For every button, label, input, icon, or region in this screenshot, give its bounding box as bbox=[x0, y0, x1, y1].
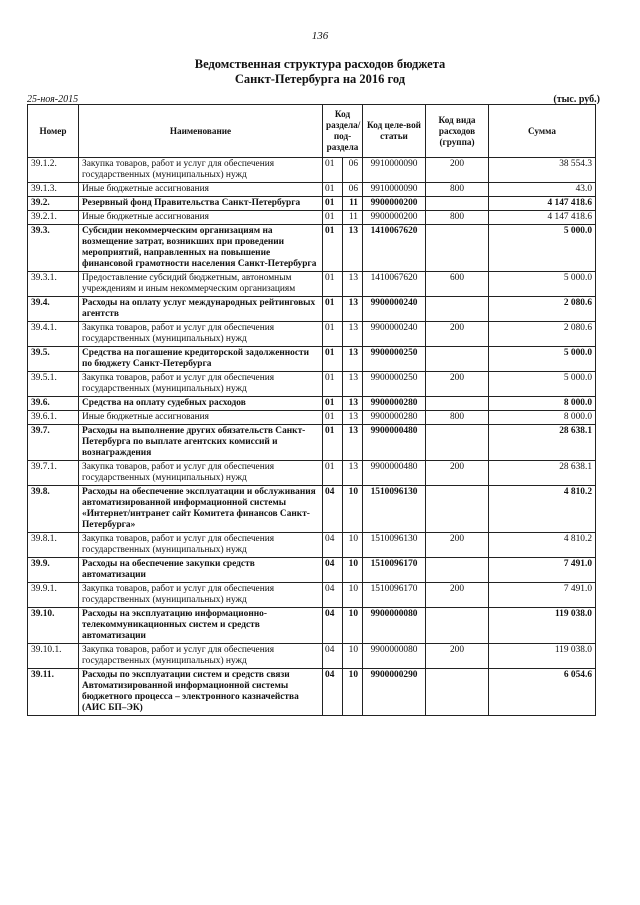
row-number-cell: 39.10. bbox=[28, 608, 79, 644]
title-line-2: Санкт-Петербурга на 2016 год bbox=[234, 72, 406, 86]
row-type-cell bbox=[426, 297, 489, 322]
row-number-cell: 39.1.3. bbox=[28, 183, 79, 197]
row-name-cell: Закупка товаров, работ и услуг для обеспечения государственных (муниципальных) нужд bbox=[79, 372, 323, 397]
budget-table bbox=[27, 104, 596, 716]
row-amount-cell: 119 038.0 bbox=[489, 644, 596, 669]
row-type-cell bbox=[426, 425, 489, 461]
row-number-cell: 39.9. bbox=[28, 558, 79, 583]
row-amount-cell: 5 000.0 bbox=[489, 372, 596, 397]
row-number-cell: 39.3.1. bbox=[28, 272, 79, 297]
row-target-cell: 1510096170 bbox=[363, 583, 426, 608]
row-subsection-cell: 10 bbox=[343, 558, 363, 583]
row-target-cell: 9900000240 bbox=[363, 322, 426, 347]
table-row bbox=[28, 461, 596, 486]
row-number-cell: 39.6. bbox=[28, 397, 79, 411]
row-target-cell: 9900000290 bbox=[363, 669, 426, 716]
row-amount-cell: 4 147 418.6 bbox=[489, 197, 596, 211]
row-type-cell: 800 bbox=[426, 411, 489, 425]
row-amount-cell: 5 000.0 bbox=[489, 347, 596, 372]
row-amount-cell: 2 080.6 bbox=[489, 322, 596, 347]
row-amount-cell: 4 810.2 bbox=[489, 486, 596, 533]
row-name-cell: Расходы на выполнение других обязательств Санкт-Петербурга по выплате агентских комиссий и вознаграждения bbox=[79, 425, 323, 461]
row-name-cell: Средства на оплату судебных расходов bbox=[79, 397, 323, 411]
row-subsection-cell: 13 bbox=[343, 397, 363, 411]
row-name-cell: Расходы на оплату услуг международных рейтинговых агентств bbox=[79, 297, 323, 322]
row-subsection-cell: 13 bbox=[343, 297, 363, 322]
row-subsection-cell: 13 bbox=[343, 425, 363, 461]
row-subsection-cell: 13 bbox=[343, 225, 363, 272]
row-section-cell: 01 bbox=[323, 272, 343, 297]
row-subsection-cell: 13 bbox=[343, 347, 363, 372]
row-section-cell: 01 bbox=[323, 411, 343, 425]
row-target-cell: 9910000090 bbox=[363, 158, 426, 183]
row-target-cell: 9900000480 bbox=[363, 461, 426, 486]
row-amount-cell: 8 000.0 bbox=[489, 411, 596, 425]
row-number-cell: 39.6.1. bbox=[28, 411, 79, 425]
row-section-cell: 04 bbox=[323, 669, 343, 716]
row-number-cell: 39.5.1. bbox=[28, 372, 79, 397]
table-row bbox=[28, 225, 596, 272]
row-type-cell: 200 bbox=[426, 322, 489, 347]
row-number-cell: 39.7. bbox=[28, 425, 79, 461]
row-target-cell: 9900000280 bbox=[363, 397, 426, 411]
row-section-cell: 01 bbox=[323, 347, 343, 372]
row-type-cell bbox=[426, 225, 489, 272]
row-target-cell: 9900000200 bbox=[363, 197, 426, 211]
row-subsection-cell: 10 bbox=[343, 486, 363, 533]
table-row bbox=[28, 608, 596, 644]
row-type-cell: 600 bbox=[426, 272, 489, 297]
table-row bbox=[28, 669, 596, 716]
row-name-cell: Иные бюджетные ассигнования bbox=[79, 211, 323, 225]
row-name-cell: Субсидии некоммерческим организациям на возмещение затрат, возникших при проведении мероприятий, направленных на повышение финансовой грамотности населения Санкт-Петербурга bbox=[79, 225, 323, 272]
row-number-cell: 39.8. bbox=[28, 486, 79, 533]
row-type-cell bbox=[426, 486, 489, 533]
row-name-cell: Расходы на эксплуатацию информационно-телекоммуникационных систем и средств автоматизации bbox=[79, 608, 323, 644]
row-type-cell: 200 bbox=[426, 158, 489, 183]
row-section-cell: 01 bbox=[323, 211, 343, 225]
row-target-cell: 9900000200 bbox=[363, 211, 426, 225]
row-target-cell: 9900000080 bbox=[363, 608, 426, 644]
row-section-cell: 01 bbox=[323, 225, 343, 272]
row-target-cell: 9900000250 bbox=[363, 347, 426, 372]
row-section-cell: 01 bbox=[323, 297, 343, 322]
row-target-cell: 1410067620 bbox=[363, 272, 426, 297]
row-number-cell: 39.7.1. bbox=[28, 461, 79, 486]
title-line-1: Ведомственная структура расходов бюджета bbox=[194, 57, 446, 71]
row-amount-cell: 28 638.1 bbox=[489, 461, 596, 486]
row-number-cell: 39.2. bbox=[28, 197, 79, 211]
table-row bbox=[28, 558, 596, 583]
row-section-cell: 01 bbox=[323, 197, 343, 211]
row-subsection-cell: 06 bbox=[343, 183, 363, 197]
table-row bbox=[28, 486, 596, 533]
row-name-cell: Иные бюджетные ассигнования bbox=[79, 411, 323, 425]
row-number-cell: 39.4.1. bbox=[28, 322, 79, 347]
row-target-cell: 9900000250 bbox=[363, 372, 426, 397]
row-section-cell: 04 bbox=[323, 583, 343, 608]
table-row bbox=[28, 347, 596, 372]
row-amount-cell: 119 038.0 bbox=[489, 608, 596, 644]
table-row bbox=[28, 183, 596, 197]
row-section-cell: 01 bbox=[323, 322, 343, 347]
row-number-cell: 39.8.1. bbox=[28, 533, 79, 558]
row-number-cell: 39.4. bbox=[28, 297, 79, 322]
row-target-cell: 1510096170 bbox=[363, 558, 426, 583]
row-type-cell bbox=[426, 397, 489, 411]
row-name-cell: Закупка товаров, работ и услуг для обеспечения государственных (муниципальных) нужд bbox=[79, 583, 323, 608]
row-amount-cell: 6 054.6 bbox=[489, 669, 596, 716]
row-type-cell bbox=[426, 558, 489, 583]
row-section-cell: 01 bbox=[323, 461, 343, 486]
table-row bbox=[28, 211, 596, 225]
row-name-cell: Закупка товаров, работ и услуг для обеспечения государственных (муниципальных) нужд bbox=[79, 322, 323, 347]
row-subsection-cell: 11 bbox=[343, 211, 363, 225]
header-section: Код раздела/ под-раздела bbox=[323, 105, 363, 158]
row-amount-cell: 43.0 bbox=[489, 183, 596, 197]
row-type-cell: 200 bbox=[426, 461, 489, 486]
row-target-cell: 9910000090 bbox=[363, 183, 426, 197]
row-section-cell: 04 bbox=[323, 608, 343, 644]
table-body bbox=[28, 158, 596, 716]
row-subsection-cell: 10 bbox=[343, 533, 363, 558]
row-amount-cell: 4 810.2 bbox=[489, 533, 596, 558]
row-target-cell: 9900000080 bbox=[363, 644, 426, 669]
row-amount-cell: 8 000.0 bbox=[489, 397, 596, 411]
row-subsection-cell: 13 bbox=[343, 322, 363, 347]
row-name-cell: Предоставление субсидий бюджетным, автономным учреждениям и иным некоммерческим организациям bbox=[79, 272, 323, 297]
row-number-cell: 39.3. bbox=[28, 225, 79, 272]
row-name-cell: Закупка товаров, работ и услуг для обеспечения государственных (муниципальных) нужд bbox=[79, 158, 323, 183]
row-subsection-cell: 10 bbox=[343, 644, 363, 669]
row-subsection-cell: 13 bbox=[343, 272, 363, 297]
row-number-cell: 39.11. bbox=[28, 669, 79, 716]
row-type-cell bbox=[426, 347, 489, 372]
row-name-cell: Закупка товаров, работ и услуг для обеспечения государственных (муниципальных) нужд bbox=[79, 644, 323, 669]
row-name-cell: Закупка товаров, работ и услуг для обеспечения государственных (муниципальных) нужд bbox=[79, 461, 323, 486]
row-type-cell bbox=[426, 197, 489, 211]
row-number-cell: 39.1.2. bbox=[28, 158, 79, 183]
row-type-cell: 200 bbox=[426, 583, 489, 608]
table-row bbox=[28, 197, 596, 211]
table-row bbox=[28, 372, 596, 397]
table-row bbox=[28, 644, 596, 669]
row-section-cell: 04 bbox=[323, 533, 343, 558]
row-section-cell: 01 bbox=[323, 425, 343, 461]
row-number-cell: 39.2.1. bbox=[28, 211, 79, 225]
row-amount-cell: 28 638.1 bbox=[489, 425, 596, 461]
table-header-row bbox=[28, 105, 596, 158]
row-number-cell: 39.10.1. bbox=[28, 644, 79, 669]
row-subsection-cell: 10 bbox=[343, 608, 363, 644]
row-type-cell: 800 bbox=[426, 183, 489, 197]
header-amount: Сумма bbox=[489, 105, 596, 158]
table-row bbox=[28, 533, 596, 558]
row-type-cell bbox=[426, 608, 489, 644]
row-subsection-cell: 13 bbox=[343, 461, 363, 486]
row-number-cell: 39.9.1. bbox=[28, 583, 79, 608]
table-row bbox=[28, 425, 596, 461]
row-subsection-cell: 13 bbox=[343, 372, 363, 397]
row-target-cell: 1410067620 bbox=[363, 225, 426, 272]
table-row bbox=[28, 322, 596, 347]
row-amount-cell: 5 000.0 bbox=[489, 225, 596, 272]
page-number: 136 bbox=[311, 30, 329, 42]
row-name-cell: Расходы по эксплуатации систем и средств связи Автоматизированной информационной системы бюджетного процесса – электронного казначейства (АИС БП–ЭК) bbox=[79, 669, 323, 716]
row-type-cell: 800 bbox=[426, 211, 489, 225]
row-amount-cell: 38 554.3 bbox=[489, 158, 596, 183]
row-name-cell: Резервный фонд Правительства Санкт-Петербурга bbox=[79, 197, 323, 211]
row-section-cell: 01 bbox=[323, 183, 343, 197]
table-row bbox=[28, 411, 596, 425]
table-row bbox=[28, 397, 596, 411]
row-subsection-cell: 10 bbox=[343, 669, 363, 716]
row-number-cell: 39.5. bbox=[28, 347, 79, 372]
row-target-cell: 1510096130 bbox=[363, 533, 426, 558]
row-name-cell: Средства на погашение кредиторской задолженности по бюджету Санкт-Петербурга bbox=[79, 347, 323, 372]
row-amount-cell: 7 491.0 bbox=[489, 583, 596, 608]
row-name-cell: Расходы на обеспечение закупки средств автоматизации bbox=[79, 558, 323, 583]
units-label: (тыс. руб.) bbox=[553, 94, 600, 105]
row-type-cell: 200 bbox=[426, 644, 489, 669]
row-subsection-cell: 13 bbox=[343, 411, 363, 425]
row-section-cell: 01 bbox=[323, 158, 343, 183]
document-title bbox=[0, 57, 640, 87]
row-amount-cell: 7 491.0 bbox=[489, 558, 596, 583]
document-date: 25-ноя-2015 bbox=[27, 94, 79, 105]
row-section-cell: 04 bbox=[323, 486, 343, 533]
table-row bbox=[28, 272, 596, 297]
table-row bbox=[28, 297, 596, 322]
row-section-cell: 01 bbox=[323, 397, 343, 411]
row-amount-cell: 5 000.0 bbox=[489, 272, 596, 297]
row-subsection-cell: 10 bbox=[343, 583, 363, 608]
row-section-cell: 01 bbox=[323, 372, 343, 397]
row-type-cell: 200 bbox=[426, 372, 489, 397]
row-name-cell: Иные бюджетные ассигнования bbox=[79, 183, 323, 197]
row-target-cell: 1510096130 bbox=[363, 486, 426, 533]
header-target: Код целе-вой статьи bbox=[363, 105, 426, 158]
row-target-cell: 9900000280 bbox=[363, 411, 426, 425]
row-section-cell: 04 bbox=[323, 644, 343, 669]
row-type-cell: 200 bbox=[426, 533, 489, 558]
header-number: Номер bbox=[28, 105, 79, 158]
row-target-cell: 9900000240 bbox=[363, 297, 426, 322]
row-name-cell: Расходы на обеспечение эксплуатации и обслуживания автоматизированной информационной системы «Интернет/интранет сайт Комитета финансов Санкт-Петербурга» bbox=[79, 486, 323, 533]
row-section-cell: 04 bbox=[323, 558, 343, 583]
row-subsection-cell: 06 bbox=[343, 158, 363, 183]
row-type-cell bbox=[426, 669, 489, 716]
row-subsection-cell: 11 bbox=[343, 197, 363, 211]
table-row bbox=[28, 583, 596, 608]
table-row bbox=[28, 158, 596, 183]
row-amount-cell: 4 147 418.6 bbox=[489, 211, 596, 225]
row-amount-cell: 2 080.6 bbox=[489, 297, 596, 322]
header-expense-type: Код вида расходов (группа) bbox=[426, 105, 489, 158]
row-name-cell: Закупка товаров, работ и услуг для обеспечения государственных (муниципальных) нужд bbox=[79, 533, 323, 558]
header-name: Наименование bbox=[79, 105, 323, 158]
row-target-cell: 9900000480 bbox=[363, 425, 426, 461]
